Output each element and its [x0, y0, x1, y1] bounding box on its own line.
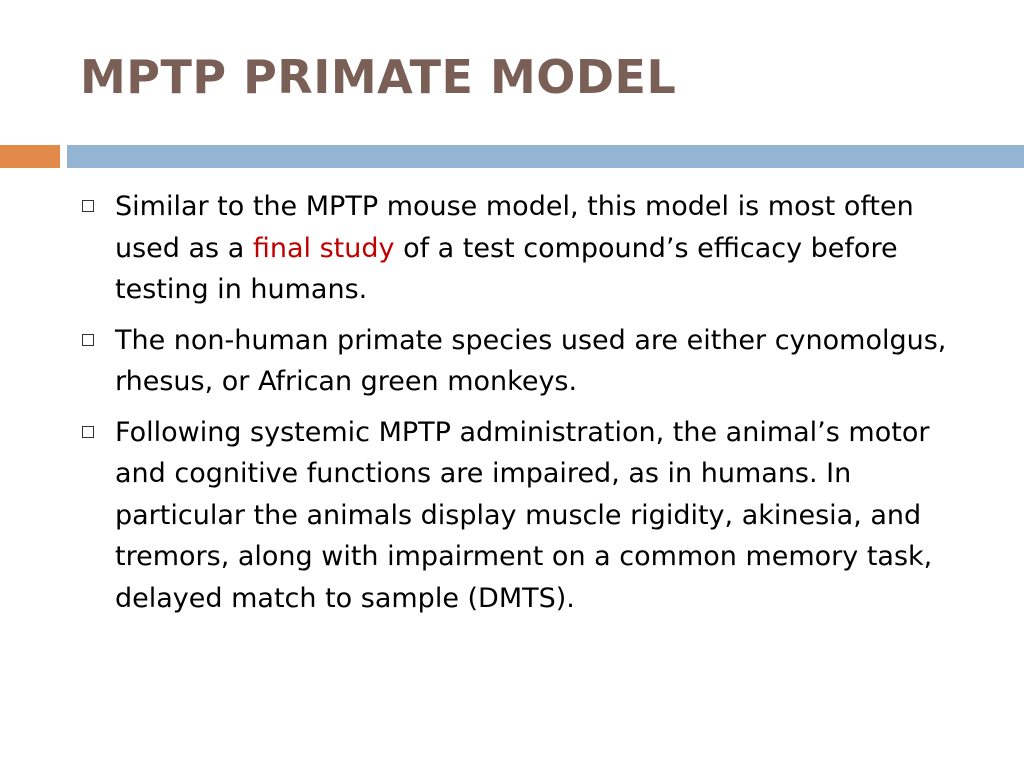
square-bullet-icon: [82, 426, 94, 438]
bullet-2-text: The non-human primate species used are either cynomolgus, rhesus, or African green monkeys.: [115, 324, 947, 397]
bullet-1-text-start: Similar to the MPTP mouse model, this model is most often used as a: [115, 191, 914, 264]
bullet-1-highlight: final study: [252, 232, 395, 264]
accent-bar-blue: [67, 145, 1024, 168]
bullet-list: [80, 186, 980, 628]
bullet-item-3: [80, 412, 980, 620]
square-bullet-icon: [82, 200, 94, 212]
accent-bar-orange: [0, 145, 60, 168]
bullet-3-text: Following systemic MPTP administration, the animal’s motor and cognitive functions are impaired, as in humans. In particular the animals display muscle rigidity, akinesia, and tremors, along with impairment on a common memory task, delayed match to sample (DMTS).: [115, 416, 933, 614]
bullet-item-2: [80, 320, 980, 403]
bullet-item-1: [80, 186, 980, 311]
square-bullet-icon: [82, 334, 94, 346]
bullet-1-text-end: of a test compound’s efficacy before testing in humans.: [115, 232, 898, 305]
slide-title: MPTP PRIMATE MODEL: [80, 50, 677, 104]
